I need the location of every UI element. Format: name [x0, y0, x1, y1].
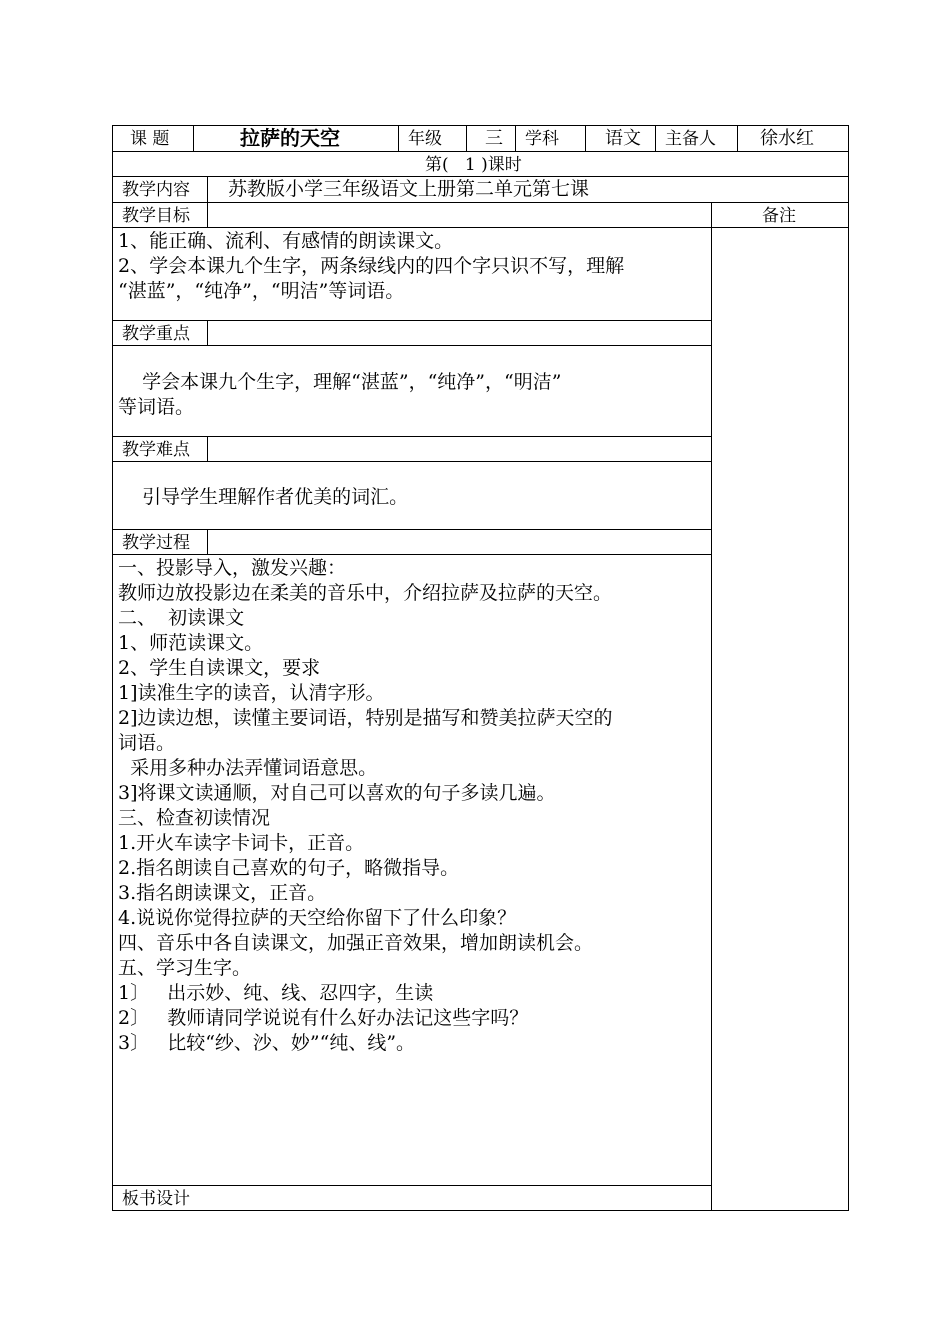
process-line: 2.指名朗读自己喜欢的句子，略微指导。 — [118, 857, 460, 879]
content-value: 苏教版小学三年级语文上册第二单元第七课 — [228, 178, 590, 200]
subject-label: 学科 — [525, 129, 559, 149]
content-label: 教学内容 — [122, 180, 190, 200]
subject-value: 语文 — [605, 128, 641, 149]
process-line: 三、检查初读情况 — [118, 807, 271, 829]
process-text — [118, 556, 613, 1056]
process-line: 采用多种办法弄懂词语意思。 — [118, 757, 378, 779]
objectives-text — [118, 229, 624, 304]
process-label: 教学过程 — [122, 533, 190, 553]
process-line: 一、投影导入，激发兴趣： — [118, 557, 347, 579]
process-line: 2〕 教师请同学说说有什么好办法记这些字吗？ — [118, 1007, 529, 1029]
preparer-value: 徐水红 — [760, 128, 814, 149]
process-line: 五、学习生字。 — [118, 957, 252, 979]
process-line: 1、师范读课文。 — [118, 632, 264, 654]
lesson-title: 拉萨的天空 — [240, 126, 340, 150]
grade-value: 三 — [485, 128, 503, 149]
topic-label: 课 题 — [130, 129, 170, 149]
preparer-label: 主备人 — [665, 129, 716, 149]
key-point-line: 学会本课九个生字，理解“湛蓝”，“纯净”，“明洁” — [118, 371, 562, 393]
process-line: 1.开火车读字卡词卡，正音。 — [118, 832, 365, 854]
process-line: 2、学生自读课文，要求 — [118, 657, 321, 679]
process-line: 3〕 比较“纱、沙、妙”“纯、线”。 — [118, 1032, 416, 1054]
objectives-label: 教学目标 — [122, 206, 190, 226]
process-line: 3.指名朗读课文，正音。 — [118, 882, 327, 904]
key-point-line: 等词语。 — [118, 396, 195, 418]
process-line: 1]读准生字的读音，认清字形。 — [118, 682, 385, 704]
objective-line: “湛蓝”，“纯净”，“明洁”等词语。 — [118, 280, 405, 302]
process-line: 教师边放投影边在柔美的音乐中，介绍拉萨及拉萨的天空。 — [118, 582, 613, 604]
notes-label: 备注 — [762, 206, 796, 226]
key-points-text — [118, 370, 561, 420]
process-line: 二、 初读课文 — [118, 607, 245, 629]
process-line: 3]将课文读通顺，对自己可以喜欢的句子多读几遍。 — [118, 782, 556, 804]
board-design-label: 板书设计 — [122, 1189, 190, 1209]
process-line: 2]边读边想，读懂主要词语，特别是描写和赞美拉萨天空的 — [118, 707, 613, 729]
process-line: 4.说说你觉得拉萨的天空给你留下了什么印象？ — [118, 907, 517, 929]
grade-label: 年级 — [408, 129, 442, 149]
process-line: 1〕 出示妙、纯、线、忍四字，生读 — [118, 982, 434, 1004]
difficulties-text — [118, 485, 408, 510]
objective-line: 2、学会本课九个生字，两条绿线内的四个字只识不写，理解 — [118, 255, 625, 277]
process-line: 四、音乐中各自读课文，加强正音效果，增加朗读机会。 — [118, 932, 594, 954]
key-points-label: 教学重点 — [122, 324, 190, 344]
objective-line: 1、能正确、流利、有感情的朗读课文。 — [118, 230, 454, 252]
lesson-number: 第( 1 )课时 — [425, 155, 522, 175]
process-line: 词语。 — [118, 732, 176, 754]
difficulties-label: 教学难点 — [122, 440, 190, 460]
difficulty-line: 引导学生理解作者优美的词汇。 — [118, 486, 409, 508]
